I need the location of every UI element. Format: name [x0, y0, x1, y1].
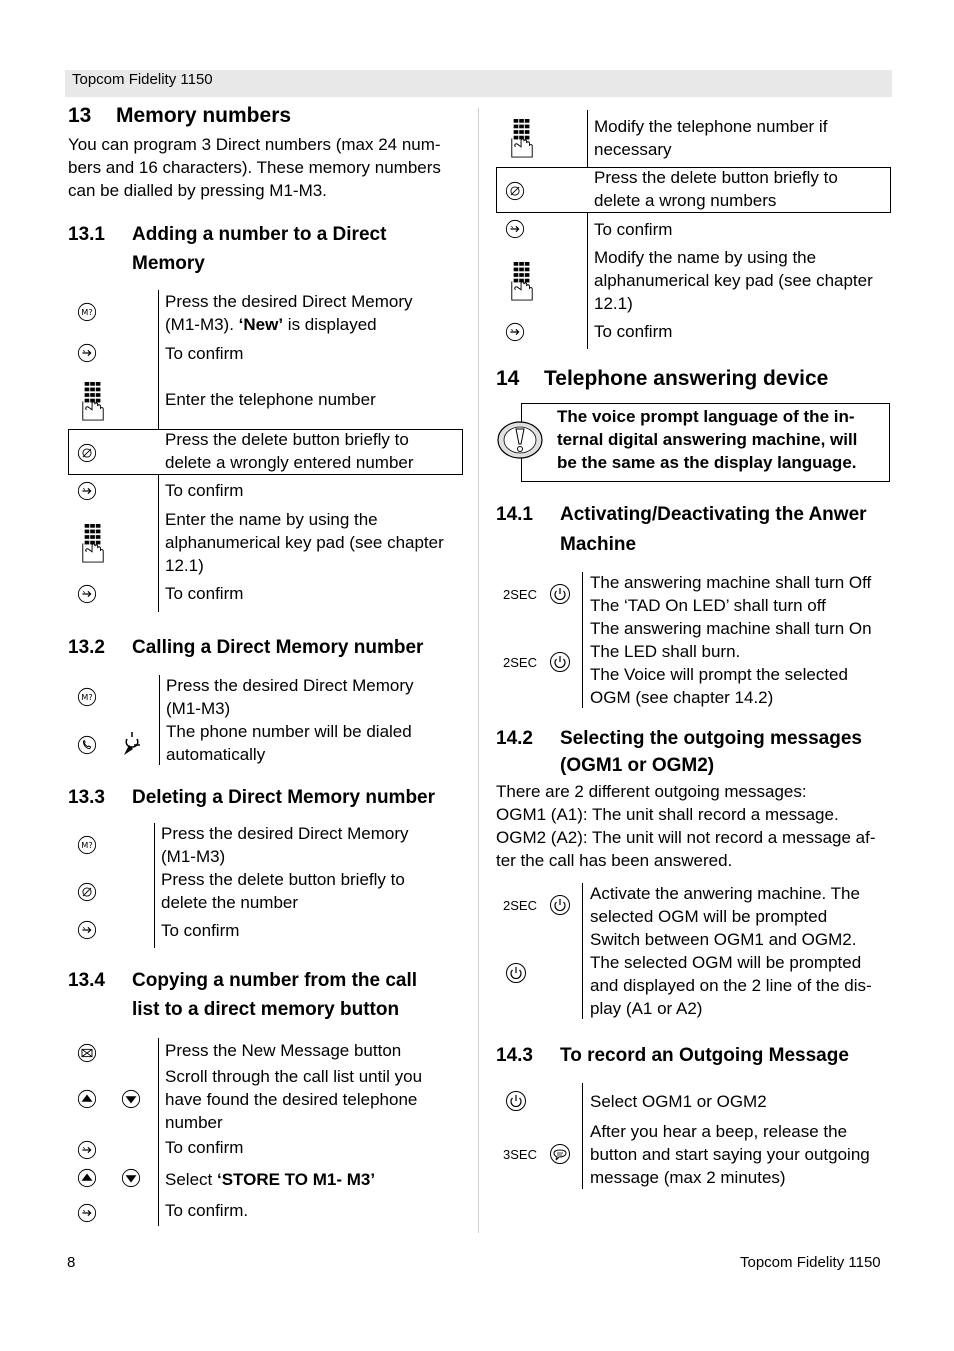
hold-duration-label: 2SEC — [503, 587, 537, 602]
section-14-heading — [496, 367, 828, 391]
step-text: 12.1) — [594, 294, 633, 313]
section-13-3-title: Deleting a Direct Memory number — [132, 787, 436, 808]
step-text: delete a wrongly entered number — [165, 453, 414, 472]
hold-duration-label: 3SEC — [503, 1147, 537, 1162]
power-button-icon — [505, 1090, 527, 1112]
intro-line: can be dialled by pressing M1-M3. — [68, 181, 327, 200]
keypad-icon — [509, 260, 535, 303]
message-button-icon — [77, 1043, 97, 1063]
step-text: The answering machine shall turn On — [590, 619, 872, 638]
section-14-2-title: (OGM1 or OGM2) — [560, 755, 715, 776]
step-text: The phone number will be dialed — [166, 722, 412, 741]
section-13-2-heading — [68, 633, 468, 663]
intro-line: There are 2 different outgoing messages: — [496, 782, 807, 801]
step-text: To confirm — [594, 220, 673, 239]
section-14-1-number: 14.1 — [496, 504, 533, 525]
down-arrow-icon — [121, 1089, 141, 1109]
step-text: Press the desired Direct Memory — [161, 824, 409, 843]
section-13-4-heading — [68, 966, 468, 1026]
table-divider — [159, 675, 160, 765]
table-divider — [587, 110, 588, 167]
step-text: Enter the telephone number — [165, 390, 376, 409]
step-text: Modify the telephone number if — [594, 117, 828, 136]
section-13-intro — [68, 133, 441, 202]
power-button-icon — [549, 894, 571, 916]
table-divider — [154, 823, 155, 948]
step-text: Press the desired Direct Memory — [165, 292, 413, 311]
step-text: have found the desired telephone — [165, 1090, 418, 1109]
header-product: Topcom Fidelity 1150 — [72, 71, 213, 88]
step-text: alphanumerical key pad (see chapter — [594, 271, 873, 290]
step-text: message (max 2 minutes) — [590, 1168, 786, 1187]
section-13-title: Memory numbers — [116, 104, 292, 127]
power-button-icon — [549, 651, 571, 673]
power-button-icon — [505, 962, 527, 984]
step-text: Press the delete button briefly to — [161, 870, 405, 889]
up-arrow-icon — [77, 1089, 97, 1109]
step-text: To confirm. — [165, 1201, 249, 1220]
step-text: Press the delete button briefly to — [165, 430, 409, 449]
table-divider — [582, 1083, 583, 1189]
hold-duration-label: 2SEC — [503, 655, 537, 670]
memory-button-icon — [77, 302, 97, 322]
step-text: The LED shall burn. — [590, 642, 741, 661]
section-13-1-number: 13.1 — [68, 224, 105, 245]
record-button-icon — [549, 1143, 571, 1165]
section-13-1-title: Adding a number to a Direct — [132, 224, 387, 245]
section-13-heading — [68, 104, 291, 128]
step-text: The ‘TAD On LED’ shall turn off — [590, 596, 826, 615]
delete-icon — [505, 181, 525, 201]
hold-duration-label: 2SEC — [503, 898, 537, 913]
confirm-icon — [77, 1140, 97, 1160]
call-button-icon — [77, 735, 97, 755]
step-text: To confirm — [161, 921, 240, 940]
section-13-4-number: 13.4 — [68, 970, 105, 991]
step-text: The selected OGM will be prompted — [590, 953, 862, 972]
step-text: Modify the name by using the — [594, 248, 817, 267]
table-divider — [582, 572, 583, 708]
intro-line: ter the call has been answered. — [496, 851, 733, 870]
intro-line: bers and 16 characters). These memory numbers — [68, 158, 441, 177]
section-14-3-heading — [496, 1041, 896, 1071]
down-arrow-icon — [121, 1168, 141, 1188]
table-divider — [587, 212, 588, 349]
section-14-number: 14 — [496, 367, 520, 390]
confirm-icon — [77, 481, 97, 501]
section-13-2-title: Calling a Direct Memory number — [132, 637, 424, 658]
step-text: To confirm — [165, 584, 244, 603]
section-14-2-intro — [496, 780, 876, 872]
step-text: necessary — [594, 140, 672, 159]
confirm-icon — [77, 584, 97, 604]
step-text: Scroll through the call list until you — [165, 1067, 423, 1086]
intro-line: OGM1 (A1): The unit shall record a message. — [496, 805, 839, 824]
step-text: 12.1) — [165, 556, 204, 575]
step-text: button and start saying your outgoing — [590, 1145, 870, 1164]
step-text: automatically — [166, 745, 266, 764]
step-text: Activate the anwering machine. The — [590, 884, 860, 903]
step-text: Enter the name by using the — [165, 510, 378, 529]
step-text: Press the delete button briefly to — [594, 168, 838, 187]
step-text: The answering machine shall turn Off — [590, 573, 872, 592]
step-text: Select ‘STORE TO M1- M3’ — [165, 1170, 376, 1189]
running-header — [65, 70, 892, 97]
warning-icon — [496, 419, 544, 461]
section-14-1-title: Activating/Deactivating the Anwer — [560, 504, 867, 525]
column-divider — [478, 108, 479, 1233]
up-arrow-icon — [77, 1168, 97, 1188]
section-13-1-title: Memory — [132, 253, 205, 274]
section-13-3-number: 13.3 — [68, 787, 105, 808]
keypad-icon — [80, 522, 106, 565]
power-button-icon — [549, 583, 571, 605]
section-14-3-number: 14.3 — [496, 1045, 533, 1066]
step-text: Select OGM1 or OGM2 — [590, 1092, 767, 1111]
step-text: After you hear a beep, release the — [590, 1122, 848, 1141]
warning-text: be the same as the display language. — [557, 453, 857, 472]
section-13-4-title: list to a direct memory button — [132, 999, 400, 1020]
step-text: and displayed on the 2 line of the dis- — [590, 976, 872, 995]
step-text: The Voice will prompt the selected — [590, 665, 848, 684]
step-text: alphanumerical key pad (see chapter — [165, 533, 444, 552]
section-14-title: Telephone answering device — [544, 367, 829, 390]
intro-line: OGM2 (A2): The unit will not record a message af- — [496, 828, 876, 847]
step-text: delete a wrong numbers — [594, 191, 777, 210]
delete-icon — [77, 882, 97, 902]
confirm-icon — [77, 343, 97, 363]
step-text: (M1-M3) — [161, 847, 226, 866]
step-text: To confirm — [165, 481, 244, 500]
confirm-icon — [505, 322, 525, 342]
confirm-icon — [77, 920, 97, 940]
warning-text: ternal digital answering machine, will — [557, 430, 858, 449]
step-text: To confirm — [594, 322, 673, 341]
keypad-icon — [80, 380, 106, 423]
step-text: To confirm — [165, 344, 244, 363]
step-text: OGM (see chapter 14.2) — [590, 688, 774, 707]
intro-line: You can program 3 Direct numbers (max 24 num- — [68, 135, 441, 154]
step-text: Press the desired Direct Memory — [166, 676, 414, 695]
memory-button-icon — [77, 687, 97, 707]
memory-button-icon — [77, 835, 97, 855]
section-14-2-heading — [496, 725, 896, 783]
section-13-1-heading — [68, 220, 468, 280]
keypad-icon — [509, 117, 535, 160]
step-text: delete the number — [161, 893, 299, 912]
page-number: 8 — [67, 1254, 76, 1271]
step-text: Press the New Message button — [165, 1041, 402, 1060]
table-divider — [158, 290, 159, 430]
step-text: (M1-M3). ‘New’ is displayed — [165, 315, 377, 334]
step-text: number — [165, 1113, 223, 1132]
step-text: play (A1 or A2) — [590, 999, 703, 1018]
warning-text: The voice prompt language of the in- — [557, 407, 855, 426]
section-14-2-number: 14.2 — [496, 728, 533, 749]
table-divider — [158, 1038, 159, 1226]
delete-icon — [77, 443, 97, 463]
section-14-2-title: Selecting the outgoing messages — [560, 728, 862, 749]
table-divider — [582, 883, 583, 1019]
section-13-4-title: Copying a number from the call — [132, 970, 418, 991]
section-13-number: 13 — [68, 104, 92, 127]
footer-product: Topcom Fidelity 1150 — [740, 1254, 881, 1271]
section-14-3-title: To record an Outgoing Message — [560, 1045, 849, 1066]
section-14-1-heading — [496, 500, 896, 560]
step-text: (M1-M3) — [166, 699, 231, 718]
confirm-icon — [77, 1203, 97, 1223]
section-13-3-heading — [68, 783, 468, 813]
step-text: Switch between OGM1 and OGM2. — [590, 930, 857, 949]
ringing-icon — [121, 731, 143, 757]
confirm-icon — [505, 219, 525, 239]
section-13-2-number: 13.2 — [68, 637, 105, 658]
step-text: To confirm — [165, 1138, 244, 1157]
table-divider — [158, 475, 159, 612]
step-text: selected OGM will be prompted — [590, 907, 828, 926]
section-14-1-title: Machine — [560, 534, 637, 555]
